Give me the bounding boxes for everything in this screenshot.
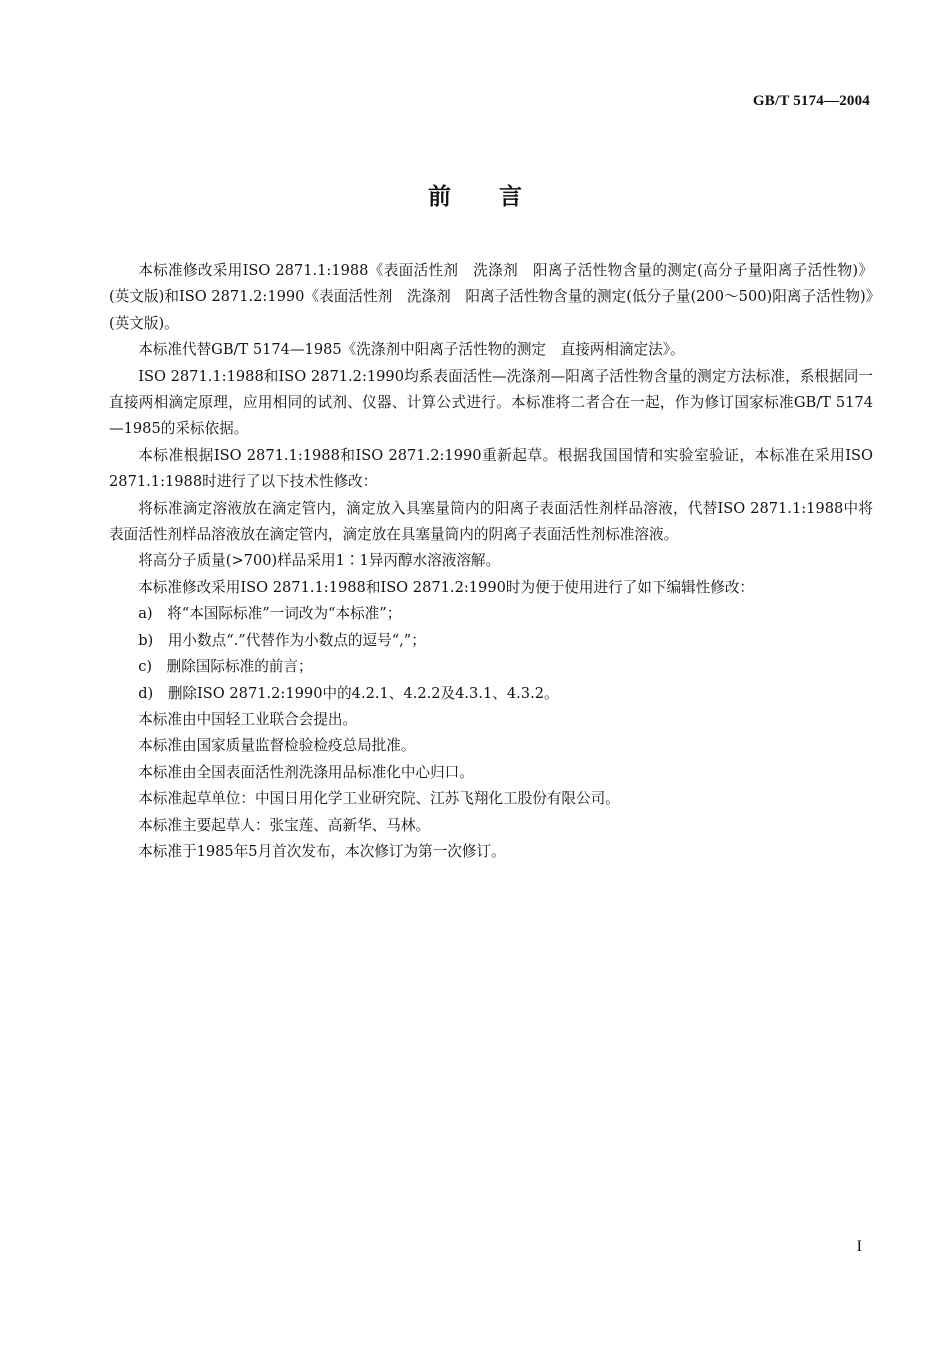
paragraph-tech-change-2: 将高分子质量(>700)样品采用1∶1异丙醇水溶液溶解。 <box>138 552 501 570</box>
paragraph-redrafted: 本标准根据ISO 2871.1:1988和ISO 2871.2:1990重新起草。根据我国国情和实验室验证，本标准在采用ISO 2871.1:1988时进行了以下技术性修改： <box>109 446 873 491</box>
paragraph-basis: ISO 2871.1:1988和ISO 2871.2:1990均系表面活性—洗涤剂—阳离子活性物含量的测定方法标准，系根据同一直接两相滴定原理，应用相同的试剂、仪器、计算公式进行。本标准将二者合在一起，作为修订国家标准GB/T 5174—1985的采标依据。 <box>109 367 873 438</box>
paragraph-replaces: 本标准代替GB/T 5174—1985《洗涤剂中阳离子活性物的测定 直接两相滴定法》。 <box>138 341 685 359</box>
list-item: d) 删除ISO 2871.2:1990中的4.2.1、4.2.2及4.3.1、4.3.2。 <box>138 684 559 702</box>
page-number: I <box>856 1238 862 1255</box>
paragraph-editorial-intro: 本标准修改采用ISO 2871.1:1988和ISO 2871.2:1990时为便于使用进行了如下编辑性修改： <box>138 578 755 596</box>
paragraph-adoption: 本标准修改采用ISO 2871.1:1988《表面活性剂 洗涤剂 阳离子活性物含量的测定(高分子量阳离子活性物)》(英文版)和ISO 2871.2:1990《表面活性剂 洗涤剂 阳离子活性物含量的测定(低分子量(200～500)阳离子活性物)》(英文版)。 <box>109 262 873 332</box>
page-title: 前言 <box>428 184 570 210</box>
list-item: a) 将“本国际标准”一词改为“本标准”； <box>138 605 402 623</box>
standard-number: GB/T 5174—2004 <box>752 93 870 109</box>
list-item: b) 用小数点“.”代替作为小数点的逗号“,”； <box>138 631 426 649</box>
paragraph-tech-change-1: 将标准滴定溶液放在滴定管内，滴定放入具塞量筒内的阳离子表面活性剂样品溶液，代替ISO 2871.1:1988中将表面活性剂样品溶液放在滴定管内，滴定放在具塞量筒内的阴离子表面活性剂标准溶液。 <box>109 499 873 544</box>
paragraph-approved-by: 本标准由国家质量监督检验检疫总局批准。 <box>138 737 416 755</box>
list-item: c) 删除国际标准的前言； <box>138 658 313 676</box>
foreword-body <box>109 258 873 865</box>
paragraph-centralized-by: 本标准由全国表面活性剂洗涤用品标准化中心归口。 <box>138 763 474 781</box>
paragraph-drafters: 本标准主要起草人：张宝莲、高新华、马林。 <box>138 816 431 834</box>
paragraph-drafting-units: 本标准起草单位：中国日用化学工业研究院、江苏飞翔化工股份有限公司。 <box>138 790 620 808</box>
paragraph-proposed-by: 本标准由中国轻工业联合会提出。 <box>138 710 358 728</box>
paragraph-history: 本标准于1985年5月首次发布，本次修订为第一次修订。 <box>138 842 506 860</box>
